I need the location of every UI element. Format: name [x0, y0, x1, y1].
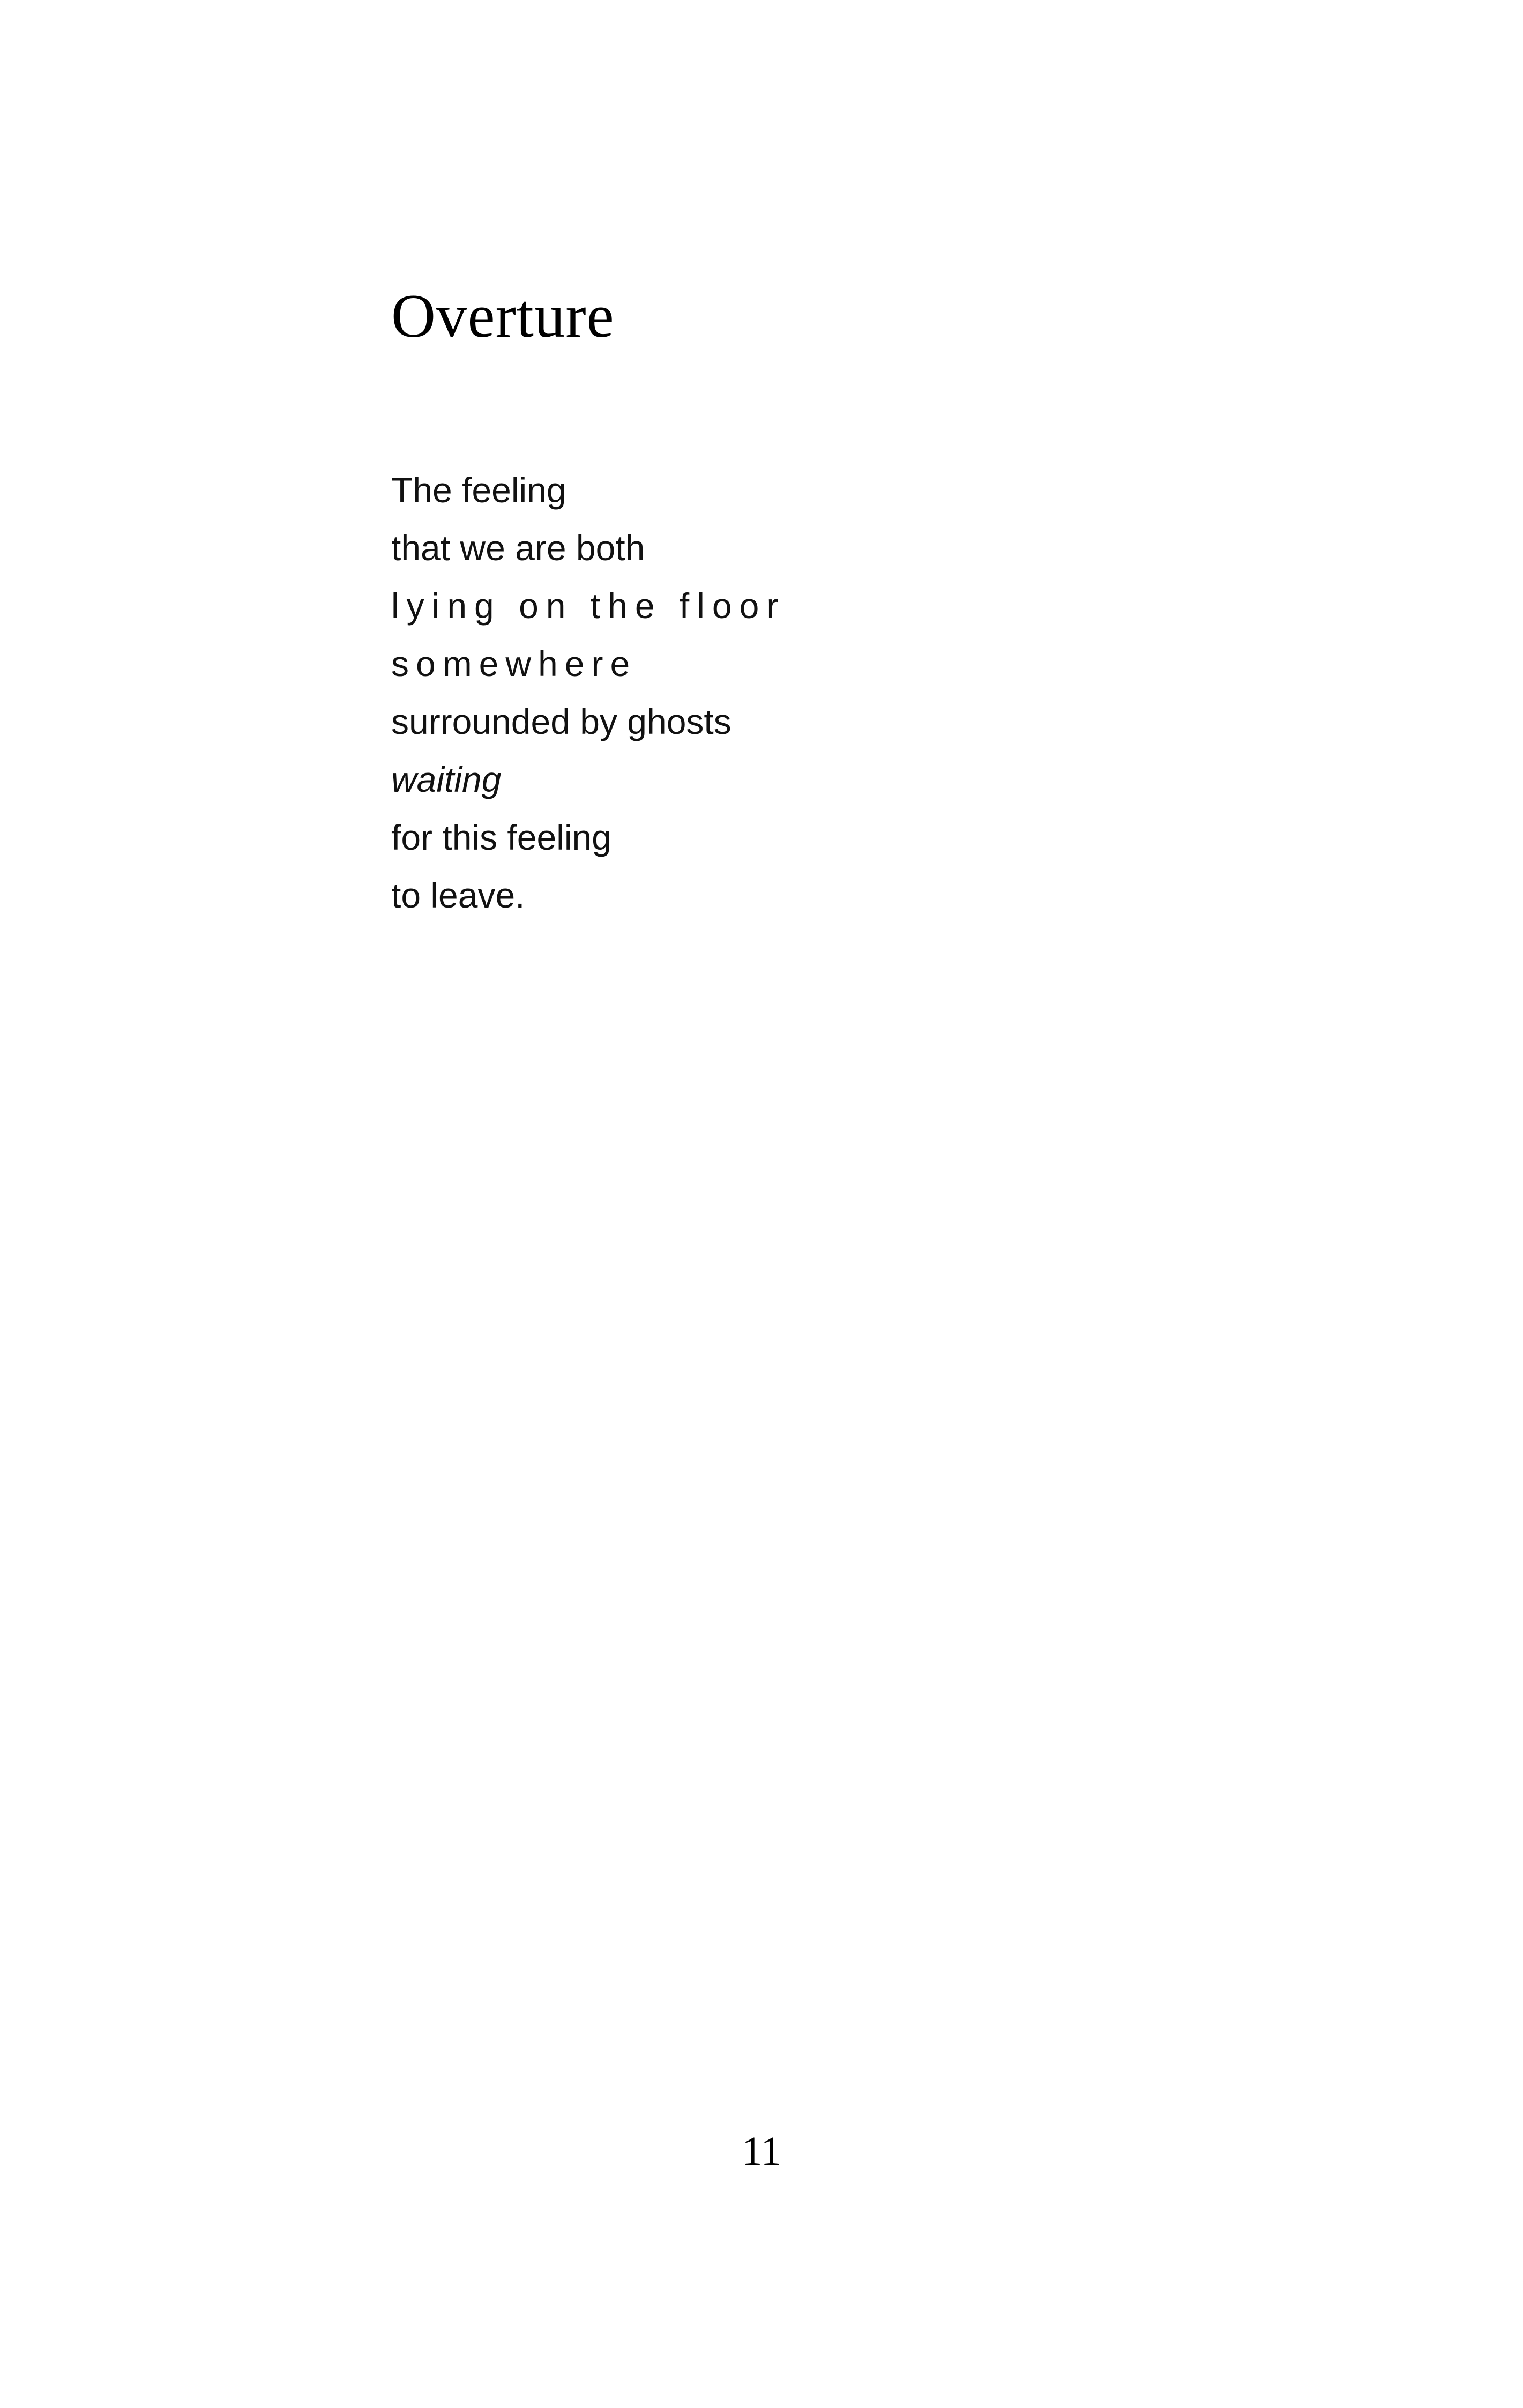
poem-line: The feeling: [391, 470, 566, 510]
poem-line: surrounded by ghosts: [391, 702, 731, 741]
poem-line: to leave.: [391, 875, 525, 915]
poem-body: [391, 461, 1249, 924]
poem-line: waiting: [391, 760, 502, 799]
poem-line: that we are both: [391, 528, 645, 568]
poem-line: for this feeling: [391, 817, 611, 857]
page-title: Overture: [391, 282, 615, 351]
poem-line: somewhere: [391, 644, 637, 683]
poem-line: lying on the floor: [391, 586, 786, 626]
page-number: 11: [742, 2129, 781, 2174]
